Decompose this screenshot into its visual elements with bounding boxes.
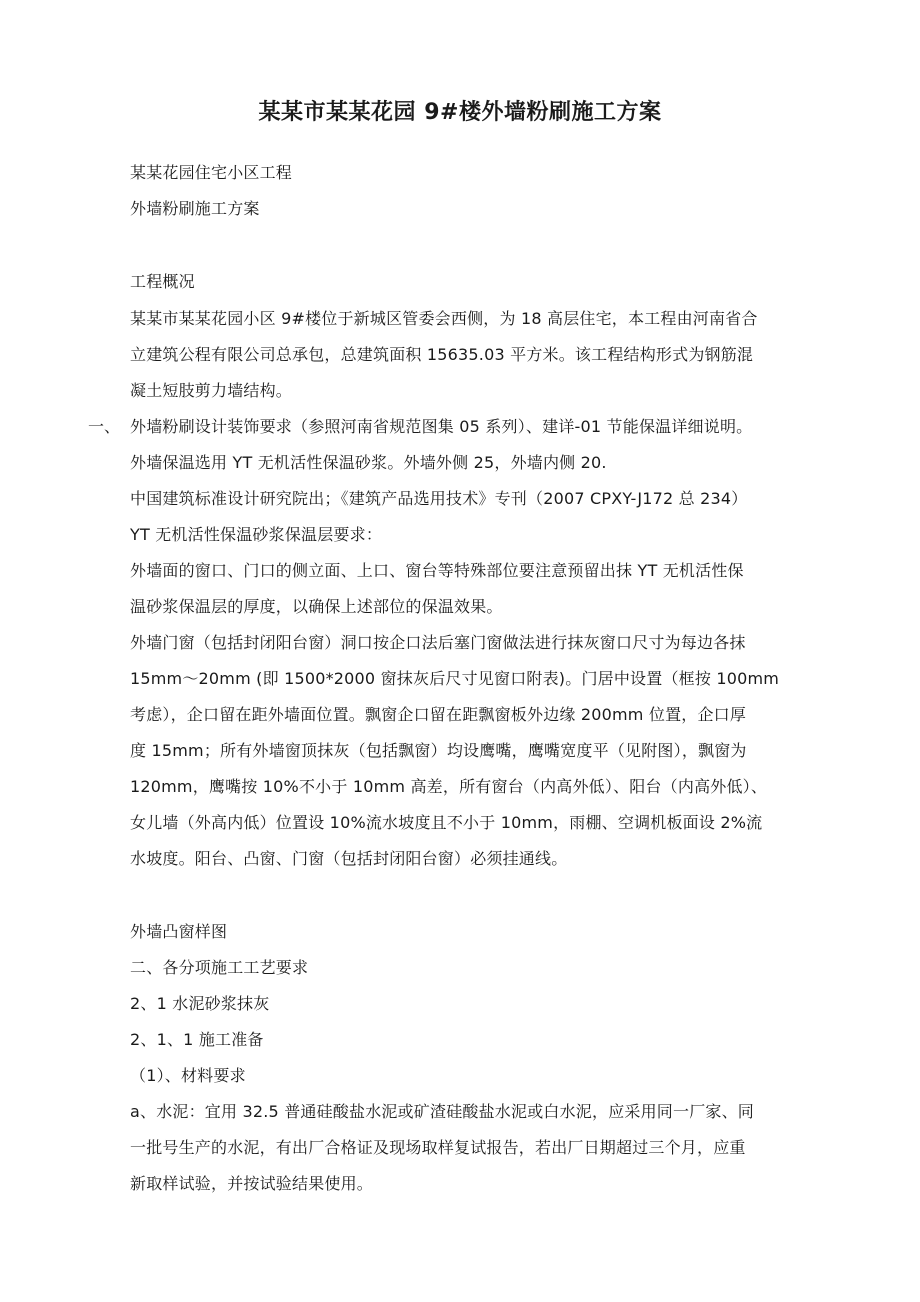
section1-line: YT 无机活性保温砂浆保温层要求： bbox=[130, 525, 383, 544]
section1-line: 女儿墙（外高内低）位置设 10%流水坡度且不小于 10mm，雨棚、空调机板面设 2%流 bbox=[130, 813, 763, 832]
document-title: 某某市某某花园 9#楼外墙粉刷施工方案 bbox=[258, 100, 662, 125]
section1-line: 考虑），企口留在距外墙面位置。飘窗企口留在距飘窗板外边缘 200mm 位置，企口厚 bbox=[130, 705, 747, 724]
doc-type: 外墙粉刷施工方案 bbox=[130, 199, 260, 218]
figure-caption: 外墙凸窗样图 bbox=[130, 922, 228, 941]
cement-line: 一批号生产的水泥，有出厂合格证及现场取样复试报告，若出厂日期超过三个月，应重 bbox=[130, 1138, 746, 1157]
overview-line: 立建筑公程有限公司总承包，总建筑面积 15635.03 平方米。该工程结构形式为钢筋混 bbox=[130, 345, 754, 364]
section1-line: 度 15mm；所有外墙窗顶抹灰（包括飘窗）均设鹰嘴，鹰嘴宽度平（见附图），飘窗为 bbox=[130, 741, 747, 760]
cement-line: 新取样试验，并按试验结果使用。 bbox=[130, 1174, 374, 1193]
section1-line: 外墙面的窗口、门口的侧立面、上口、窗台等特殊部位要注意预留出抹 YT 无机活性保 bbox=[130, 561, 744, 580]
section1-line: 外墙保温选用 YT 无机活性保温砂浆。外墙外侧 25，外墙内侧 20. bbox=[130, 453, 607, 472]
section1-line: 中国建筑标准设计研究院出；《建筑产品选用技术》专刊（2007 CPXY-J172 总 234） bbox=[130, 489, 748, 508]
item-heading: （1）、材料要求 bbox=[130, 1066, 246, 1085]
subsection-heading: 2、1 水泥砂浆抹灰 bbox=[130, 994, 270, 1013]
section1-line: 水坡度。阳台、凸窗、门窗（包括封闭阳台窗）必须挂通线。 bbox=[130, 849, 568, 868]
overview-heading: 工程概况 bbox=[130, 272, 195, 291]
section1-line: 外墙粉刷设计装饰要求（参照河南省规范图集 05 系列）、建详-01 节能保温详细说明。 bbox=[130, 417, 753, 436]
section1-line: 120mm，鹰嘴按 10%不小于 10mm 高差，所有窗台（内高外低）、阳台（内高外低）、 bbox=[130, 777, 768, 796]
section1-line: 温砂浆保温层的厚度，以确保上述部位的保温效果。 bbox=[130, 597, 503, 616]
project-name: 某某花园住宅小区工程 bbox=[130, 163, 293, 182]
overview-line: 某某市某某花园小区 9#楼位于新城区管委会西侧，为 18 高层住宅，本工程由河南省合 bbox=[130, 309, 758, 328]
section1-number: 一、 bbox=[88, 417, 121, 436]
overview-line: 凝土短肢剪力墙结构。 bbox=[130, 381, 293, 400]
subsection-heading: 2、1、1 施工准备 bbox=[130, 1030, 264, 1049]
section2-heading: 二、各分项施工工艺要求 bbox=[130, 958, 309, 977]
section1-line: 外墙门窗（包括封闭阳台窗）洞口按企口法后塞门窗做法进行抹灰窗口尺寸为每边各抹 bbox=[130, 633, 746, 652]
cement-line: a、水泥：宜用 32.5 普通硅酸盐水泥或矿渣硅酸盐水泥或白水泥，应采用同一厂家、同 bbox=[130, 1102, 755, 1121]
section1-line: 15mm～20mm (即 1500*2000 窗抹灰后尺寸见窗口附表)。门居中设置（框按 100mm bbox=[130, 669, 780, 688]
